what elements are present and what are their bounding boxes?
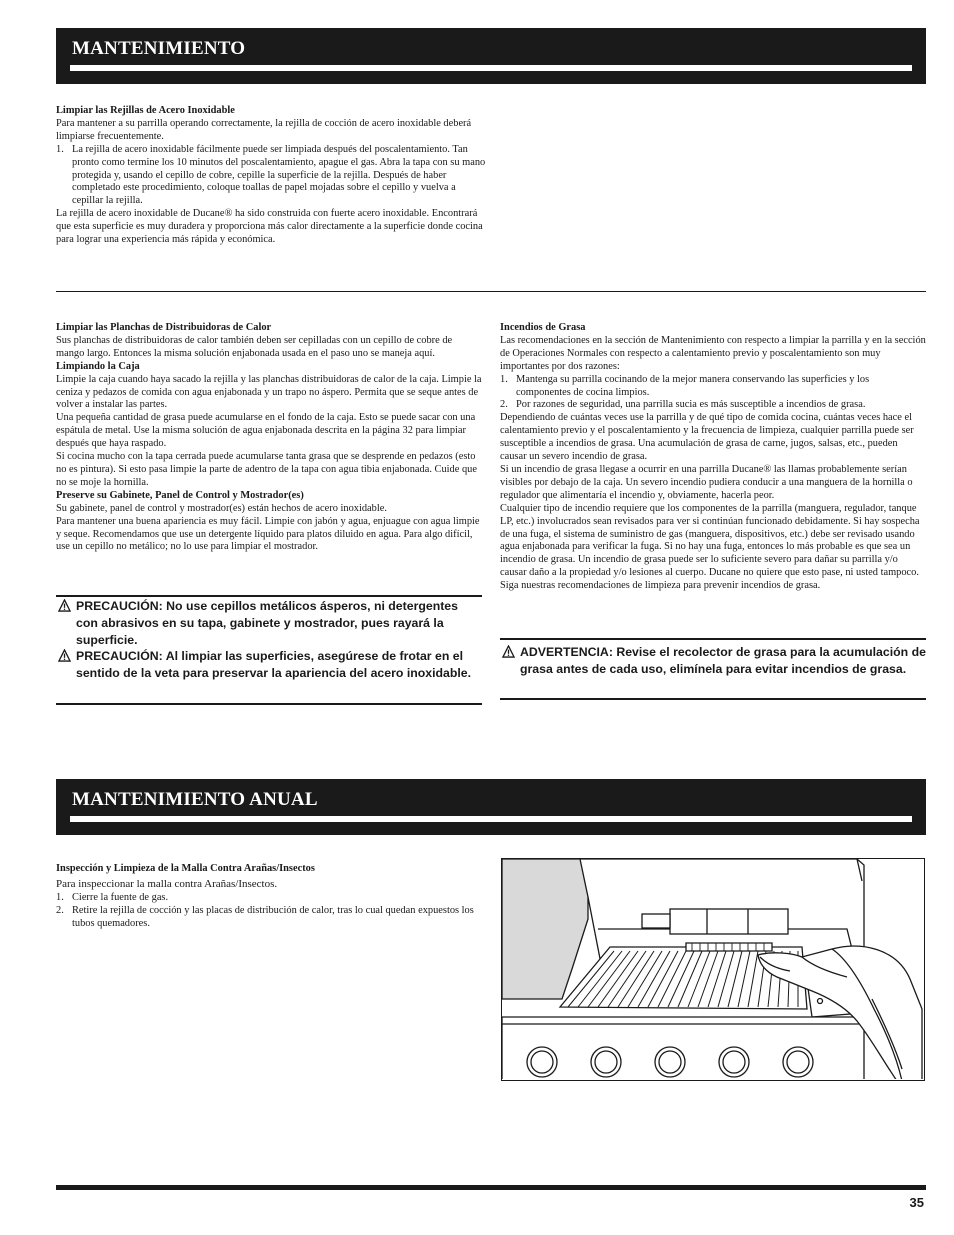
- box-paragraph: Si cocina mucho con la tapa cerrada puede acumularse tanta grasa que se desprende en pedazos (esto no es pintura). Si esto pasa limpie la parte de adentro de la tapa con agua tibia enjabonada. Cuide que no se moje la hornilla.: [56, 451, 477, 488]
- fires-heading: Incendios de Grasa: [500, 322, 586, 333]
- list-text: Mantenga su parrilla cocinando de la mejor manera conservando las superficies y los componentes de cocina limpios.: [516, 373, 870, 398]
- right-column: [500, 322, 926, 593]
- plates-heading: Limpiar las Planchas de Distribuidoras de Calor: [56, 322, 272, 333]
- caution-2: [56, 648, 482, 682]
- annual-list: [56, 892, 476, 931]
- footer-rule: [56, 1185, 926, 1190]
- caution-box: [56, 598, 482, 682]
- annual-banner: [56, 779, 926, 835]
- cabinet-paragraph: Su gabinete, panel de control y mostrador(es) están hechos de acero inoxidable.: [56, 502, 387, 514]
- fires-paragraph: Si un incendio de grasa llegase a ocurrir en una parrilla Ducane® las llamas probablemente serían visibles por debajo de la caja. Un severo incendio pudiera conducir a una manguera de la hornilla o regulador que alimentaría el incendio y, obviamente, hacerla peor.: [500, 463, 913, 501]
- list-number: 2.: [56, 904, 64, 916]
- annual-intro: Para inspeccionar la malla contra Arañas/Insectos.: [56, 877, 278, 890]
- box-paragraph: Limpie la caja cuando haya sacado la rejilla y las planchas distribuidoras de calor de la caja. Limpie la ceniza y pedazos de comida con agua enjabonada y un trapo no áspero. Permita que se seque antes de volver a instalar las partes.: [56, 373, 482, 411]
- annual-section: [56, 863, 476, 931]
- caution-text: PRECAUCIÓN: Al limpiar las superficies, asegúrese de frotar en el sentido de la veta para preservar la apariencia del acero inoxidable.: [76, 649, 472, 681]
- warning-box: [500, 644, 926, 678]
- list-number: 1.: [56, 143, 64, 155]
- cabinet-heading: Preserve su Gabinete, Panel de Control y Mostrador(es): [56, 489, 304, 501]
- box-heading: Limpiando la Caja: [56, 360, 140, 372]
- page-number: 35: [909, 1195, 924, 1210]
- list-number: 1.: [500, 373, 508, 385]
- grill-illustration: [501, 858, 925, 1081]
- banner-rule: [70, 65, 912, 71]
- grates-intro: Para mantener a su parrilla operando correctamente, la rejilla de cocción de acero inoxidable deberá limpiarse frecuentemente.: [56, 117, 472, 142]
- warning-icon: [58, 599, 71, 612]
- list-item: [56, 144, 486, 209]
- caution-text: PRECAUCIÓN: No use cepillos metálicos ásperos, ni detergentes con abrasivos en su tapa, gabinete y mostrador, pues rayará la superficie.: [76, 599, 458, 647]
- banner-rule: [70, 816, 912, 822]
- list-text: La rejilla de acero inoxidable fácilmente puede ser limpiada después del poscalentamiento. Tan pronto como termine los 10 minutos del poscalentamiento, apague el gas. Abra la tapa con su mano protegida y, usando el cepillo de cobre, cepille la superficie de la rejilla. Después de haber completado este procedimiento, coloque toallas de papel mojadas sobre el cepillo y vuelva a cepillar la rejilla.: [72, 143, 486, 207]
- caution-bottom-rule: [56, 703, 482, 705]
- grill-drawing: [502, 859, 923, 1079]
- section-divider: [56, 291, 926, 292]
- caution-top-rule: [56, 595, 482, 597]
- warning-icon: [502, 645, 515, 658]
- cabinet-paragraph: Para mantener una buena apariencia es muy fácil. Limpie con jabón y agua, enjuague con agua limpie y seque. Recomendamos que use un detergente líquido para platos diluido en agua. Para algo difícil, use un cepillo no metálico; no lo use para limpiar el mostrador.: [56, 515, 480, 553]
- grates-section: [56, 105, 486, 247]
- list-number: 1.: [56, 891, 64, 903]
- box-paragraph: Una pequeña cantidad de grasa puede acumularse en el fondo de la caja. Esto se puede sacar con una espátula de metal. Use la misma solución de agua enjabonada descrita en la página 32 para limpiar después que haya raspado.: [56, 412, 476, 450]
- grates-list: [56, 144, 486, 209]
- list-text: Por razones de seguridad, una parrilla sucia es más susceptible a incendios de grasa.: [516, 399, 866, 411]
- warning-text: ADVERTENCIA: Revise el recolector de grasa para la acumulación de grasa antes de cada uso, elimínela para evitar incendios de grasa.: [520, 645, 926, 676]
- warning-top-rule: [500, 638, 926, 640]
- list-text: Cierre la fuente de gas.: [72, 891, 169, 903]
- annual-heading: Inspección y Limpieza de la Malla Contra Arañas/Insectos: [56, 863, 315, 874]
- left-column: [56, 322, 482, 554]
- fires-list: [500, 374, 926, 413]
- grates-heading: Limpiar las Rejillas de Acero Inoxidable: [56, 105, 235, 116]
- warning-1: [500, 644, 926, 678]
- list-item: [56, 905, 476, 931]
- warning-bottom-rule: [500, 698, 926, 700]
- list-item: [500, 374, 926, 400]
- caution-1: [56, 598, 482, 648]
- list-text: Retire la rejilla de cocción y las placas de distribución de calor, tras lo cual quedan expuestos los tubos quemadores.: [72, 904, 474, 929]
- list-number: 2.: [500, 399, 508, 411]
- grates-closing: La rejilla de acero inoxidable de Ducane® ha sido construida con fuerte acero inoxidable. Encontrará que esta superficie es muy duradera y proporciona más calor directamente a la superficie donde cocina para lograr una experiencia más rápida y económica.: [56, 208, 483, 246]
- maintenance-banner: [56, 28, 926, 84]
- section-title: MANTENIMIENTO ANUAL: [72, 789, 318, 810]
- fires-paragraph: Dependiendo de cuántas veces use la parrilla y de qué tipo de comida cocina, cuántas veces hace el calentamiento previo y el poscalentamiento y la frecuencia de limpieza, cualquier parrilla puede ser susceptible a incendios de grasa. Una acumulación de grasa de carne, jugos, salsas, etc., pueden causar un severo incendio de grasa.: [500, 412, 914, 463]
- section-title: MANTENIMIENTO: [72, 38, 246, 59]
- warning-icon: [58, 649, 71, 662]
- fires-intro: Las recomendaciones en la sección de Mantenimiento con respecto a limpiar la parrilla y en la sección de Operaciones Normales con respecto a calentamiento previo y poscalentamiento son muy importantes por dos razones:: [500, 334, 926, 372]
- plates-text: Sus planchas de distribuidoras de calor también deben ser cepilladas con un cepillo de cobre de mango largo. Entonces la misma solución enjabonada usada en el paso uno se maneja aquí.: [56, 334, 453, 359]
- list-item: [56, 892, 476, 905]
- fires-paragraph: Cualquier tipo de incendio requiere que los componentes de la parrilla (manguera, regulador, tanque LP, etc.) involucrados sean revisados para ver si continúan funcionado debidamente. Si hay sospecha de una fuga, el sistema de suministro de gas (manguera, dispositivos, etc.) debe ser revisado usando agua enjabonada para verificar la fuga. Si no hay una fuga, entonces lo más probable es que sea un incendio de grasa. Un incendio de grasa puede ser lo suficiente severo para dañar su parrilla y/o causar daño a la propiedad y/o lesiones al cuerpo. Ducane no quiere que esto pase, ni usted tampoco. Siga nuestras recomendaciones de limpieza para prevenir incendios de grasa.: [500, 502, 920, 592]
- list-item: [500, 399, 926, 412]
